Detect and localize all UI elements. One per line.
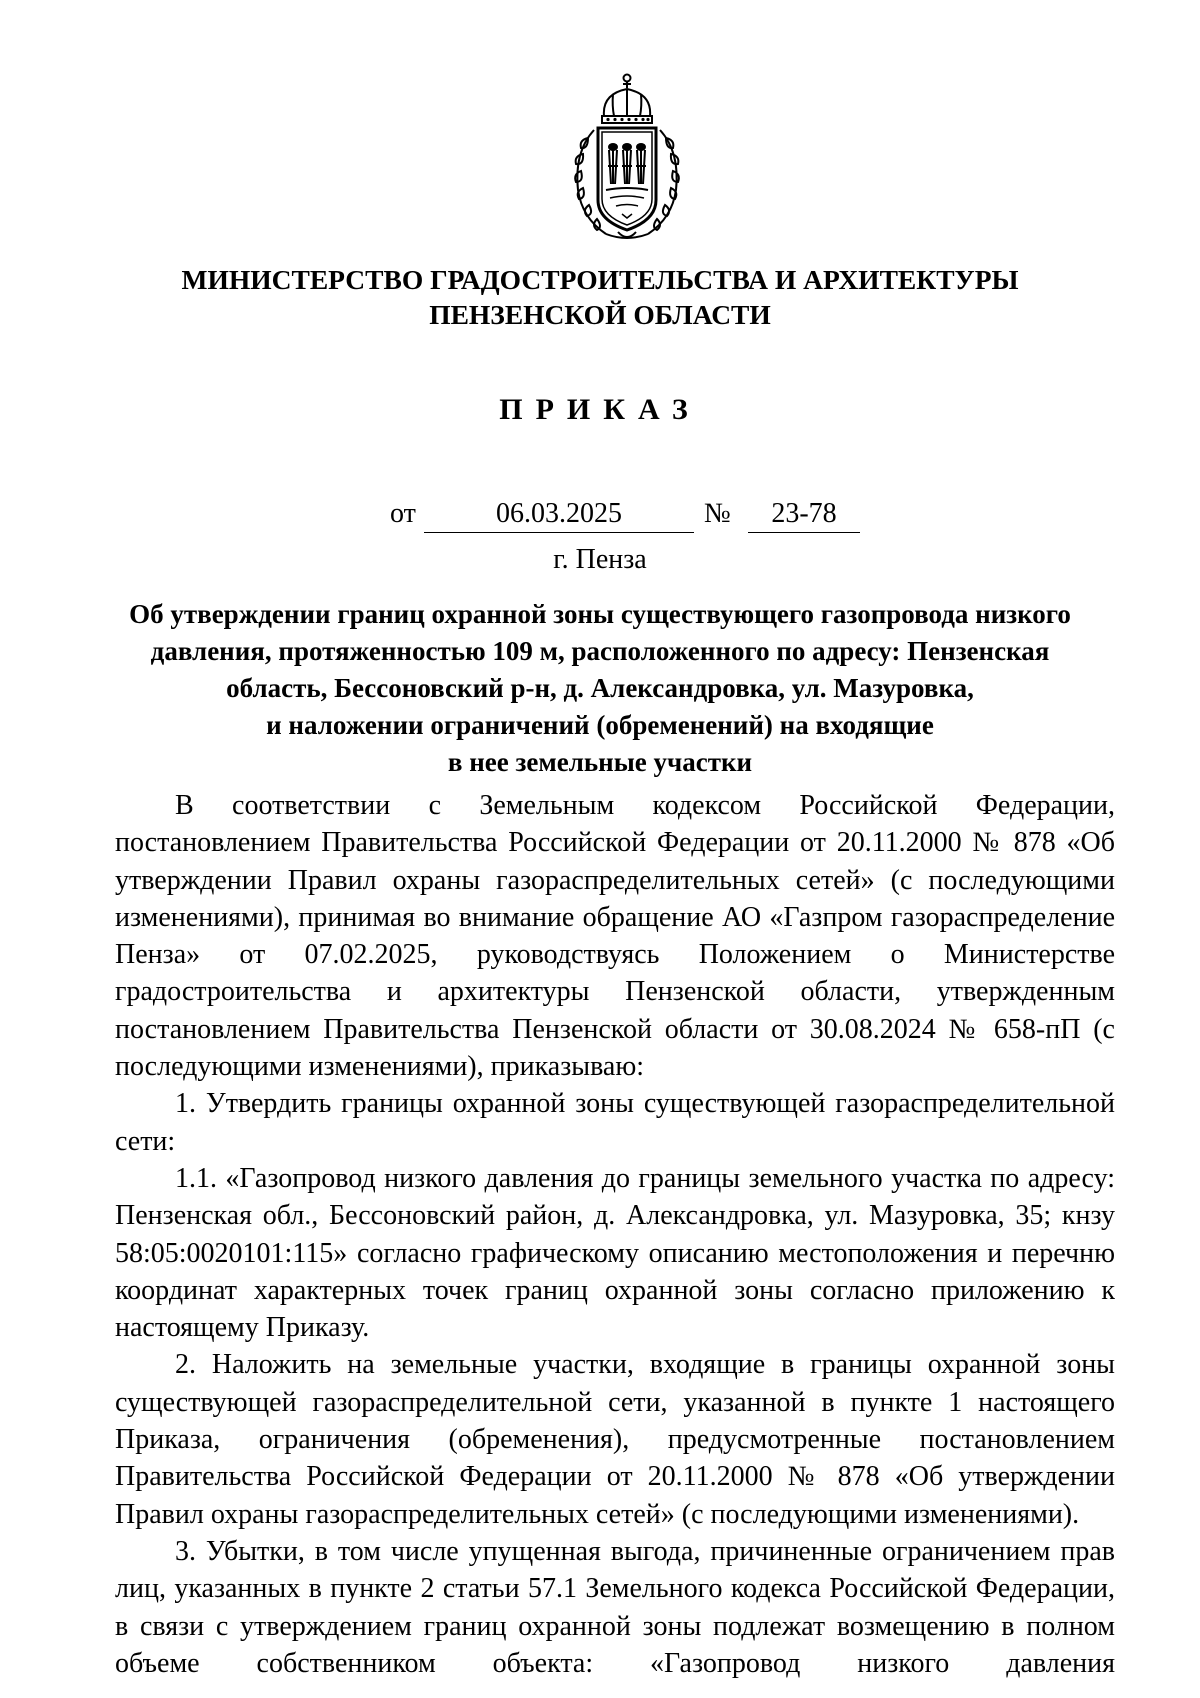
ministry-line-1: МИНИСТЕРСТВО ГРАДОСТРОИТЕЛЬСТВА И АРХИТЕКТУРЫ bbox=[181, 264, 1019, 295]
item-1-1-paragraph: 1.1. «Газопровод низкого давления до границы земельного участка по адресу: Пензенская обл., Бессоновский район, д. Александровка, ул. Мазуровка, 35; кнзу 58:05:0020101:115» согласно графическому описанию местоположения и перечню координат характерных точек границ охранной зоны согласно приложению к настоящему Приказу. bbox=[115, 1162, 1115, 1344]
date-number-line bbox=[390, 494, 890, 534]
ministry-name bbox=[100, 262, 1100, 332]
title-line-1: Об утверждении границ охранной зоны существующего газопровода низкого bbox=[129, 599, 1071, 629]
date-prefix: от bbox=[390, 498, 416, 529]
document-number: 23-78 bbox=[748, 494, 860, 533]
coat-of-arms-icon bbox=[568, 72, 686, 246]
title-line-3: область, Бессоновский р-н, д. Александровка, ул. Мазуровка, bbox=[226, 673, 974, 703]
item-1-paragraph: 1. Утвердить границы охранной зоны существующей газораспределительной сети: bbox=[115, 1088, 1115, 1157]
document-city: г. Пенза bbox=[553, 544, 647, 575]
title-line-4: и наложении ограничений (обременений) на входящие bbox=[266, 710, 934, 740]
document-body bbox=[115, 787, 1115, 1682]
item-3-paragraph: 3. Убытки, в том числе упущенная выгода, причиненные ограничением прав лиц, указанных в пункте 2 статьи 57.1 Земельного кодекса Российской Федерации, в связи с утверждением границ охранной зоны подлежат возмещению в полном объеме собственником объекта: «Газопровод низкого давления bbox=[115, 1535, 1115, 1679]
document-title bbox=[100, 596, 1100, 781]
number-sign: № bbox=[704, 498, 731, 529]
item-2-paragraph: 2. Наложить на земельные участки, входящие в границы охранной зоны существующей газораспределительной сети, указанной в пункте 1 настоящего Приказа, ограничения (обременения), предусмотренные постановлением Правительства Российской Федерации от 20.11.2000 № 878 «Об утверждении Правил охраны газораспределительных сетей» (с последующими изменениями). bbox=[115, 1349, 1115, 1530]
preamble-paragraph: В соответствии с Земельным кодексом Российской Федерации, постановлением Правительства Российской Федерации от 20.11.2000 № 878 «Об утверждении Правил охраны газораспределительных сетей» (с последующими изменениями), принимая во внимание обращение АО «Газпром газораспределение Пенза» от 07.02.2025, руководствуясь Положением о Министерстве градостроительства и архитектуры Пензенской области, утвержденным постановлением Правительства Пензенской области от 30.08.2024 № 658-пП (с последующими изменениями), приказываю: bbox=[115, 790, 1115, 1083]
document-date: 06.03.2025 bbox=[424, 494, 694, 533]
document-type: ПРИКАЗ bbox=[499, 393, 701, 426]
title-line-2: давления, протяженностью 109 м, расположенного по адресу: Пензенская bbox=[150, 636, 1050, 666]
title-line-5: в нее земельные участки bbox=[447, 747, 753, 777]
ministry-line-2: ПЕНЗЕНСКОЙ ОБЛАСТИ bbox=[429, 299, 771, 330]
